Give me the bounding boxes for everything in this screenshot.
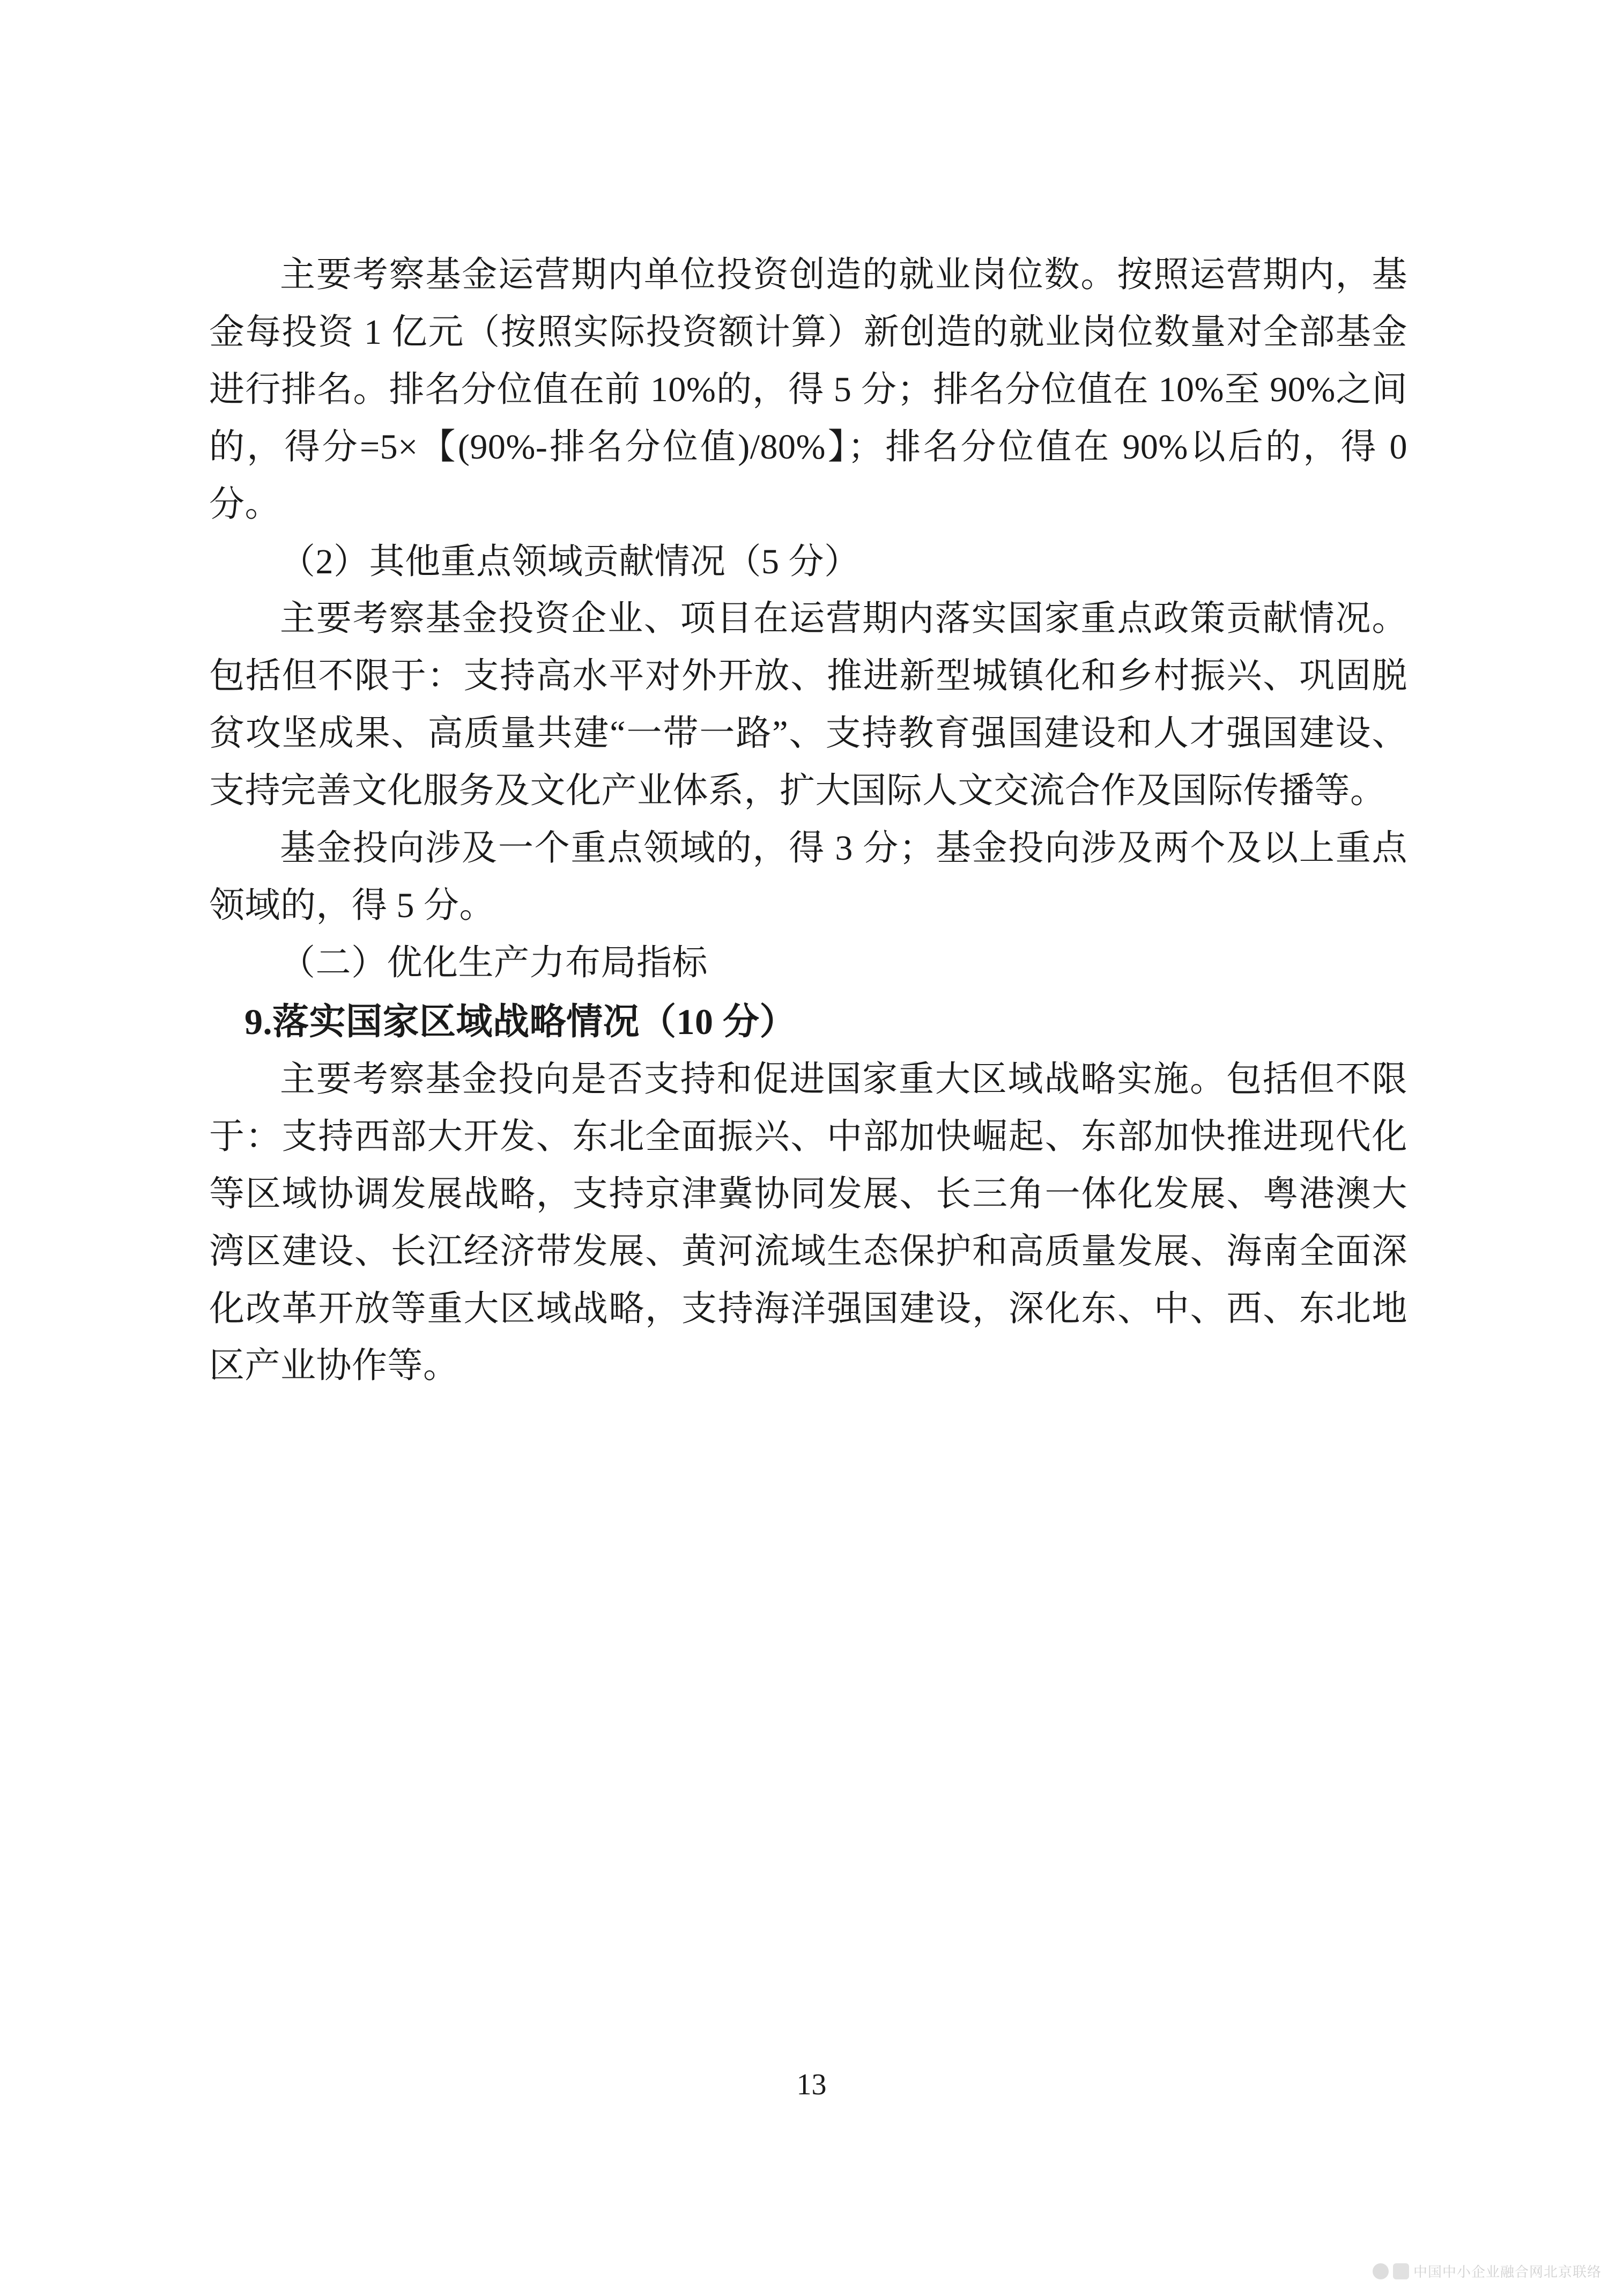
- document-body: [209, 247, 1407, 1395]
- section-heading-regional-strategy: 9.落实国家区域战略情况（10 分）: [244, 1001, 797, 1042]
- paragraph-item-2-title: （2）其他重点领域贡献情况（5 分）: [280, 542, 860, 581]
- paragraph-key-area-scoring: 基金投向涉及一个重点领域的，得 3 分；基金投向涉及两个及以上重点领域的，得 5 分。: [209, 829, 1407, 925]
- paragraph-key-area-contribution: 主要考察基金投资企业、项目在运营期内落实国家重点政策贡献情况。包括但不限于：支持高水平对外开放、推进新型城镇化和乡村振兴、巩固脱贫攻坚成果、高质量共建“一带一路”、支持教育强国建设和人才强国建设、支持完善文化服务及文化产业体系，扩大国际人文交流合作及国际传播等。: [209, 599, 1407, 811]
- paragraph-regional-strategy-body: 主要考察基金投向是否支持和促进国家重大区域战略实施。包括但不限于：支持西部大开发、东北全面振兴、中部加快崛起、东部加快推进现代化等区域协调发展战略，支持京津冀协同发展、长三角一体化发展、粤港澳大湾区建设、长江经济带发展、黄河流域生态保护和高质量发展、海南全面深化改革开放等重大区域战略，支持海洋强国建设，深化东、中、西、东北地区产业协作等。: [209, 1059, 1407, 1386]
- watermark-text: 中国中小企业融合网北京联络: [1413, 2264, 1602, 2280]
- paragraph-employment-scoring: 主要考察基金运营期内单位投资创造的就业岗位数。按照运营期内，基金每投资 1 亿元（按照实际投资额计算）新创造的就业岗位数量对全部基金进行排名。排名分位值在前 10%的，得 5 分；排名分位值在 10%至 90%之间的，得分=5×【(90%-排名分位值)/80%】；排名分位值在 90%以后的，得 0 分。: [209, 255, 1407, 524]
- section-heading-productivity-layout: （二）优化生产力布局指标: [280, 943, 708, 983]
- watermark: [1373, 2261, 1602, 2281]
- watermark-logo-icon: [1373, 2263, 1389, 2279]
- page-number: 13: [796, 2068, 827, 2101]
- watermark-badge-icon: [1393, 2263, 1409, 2279]
